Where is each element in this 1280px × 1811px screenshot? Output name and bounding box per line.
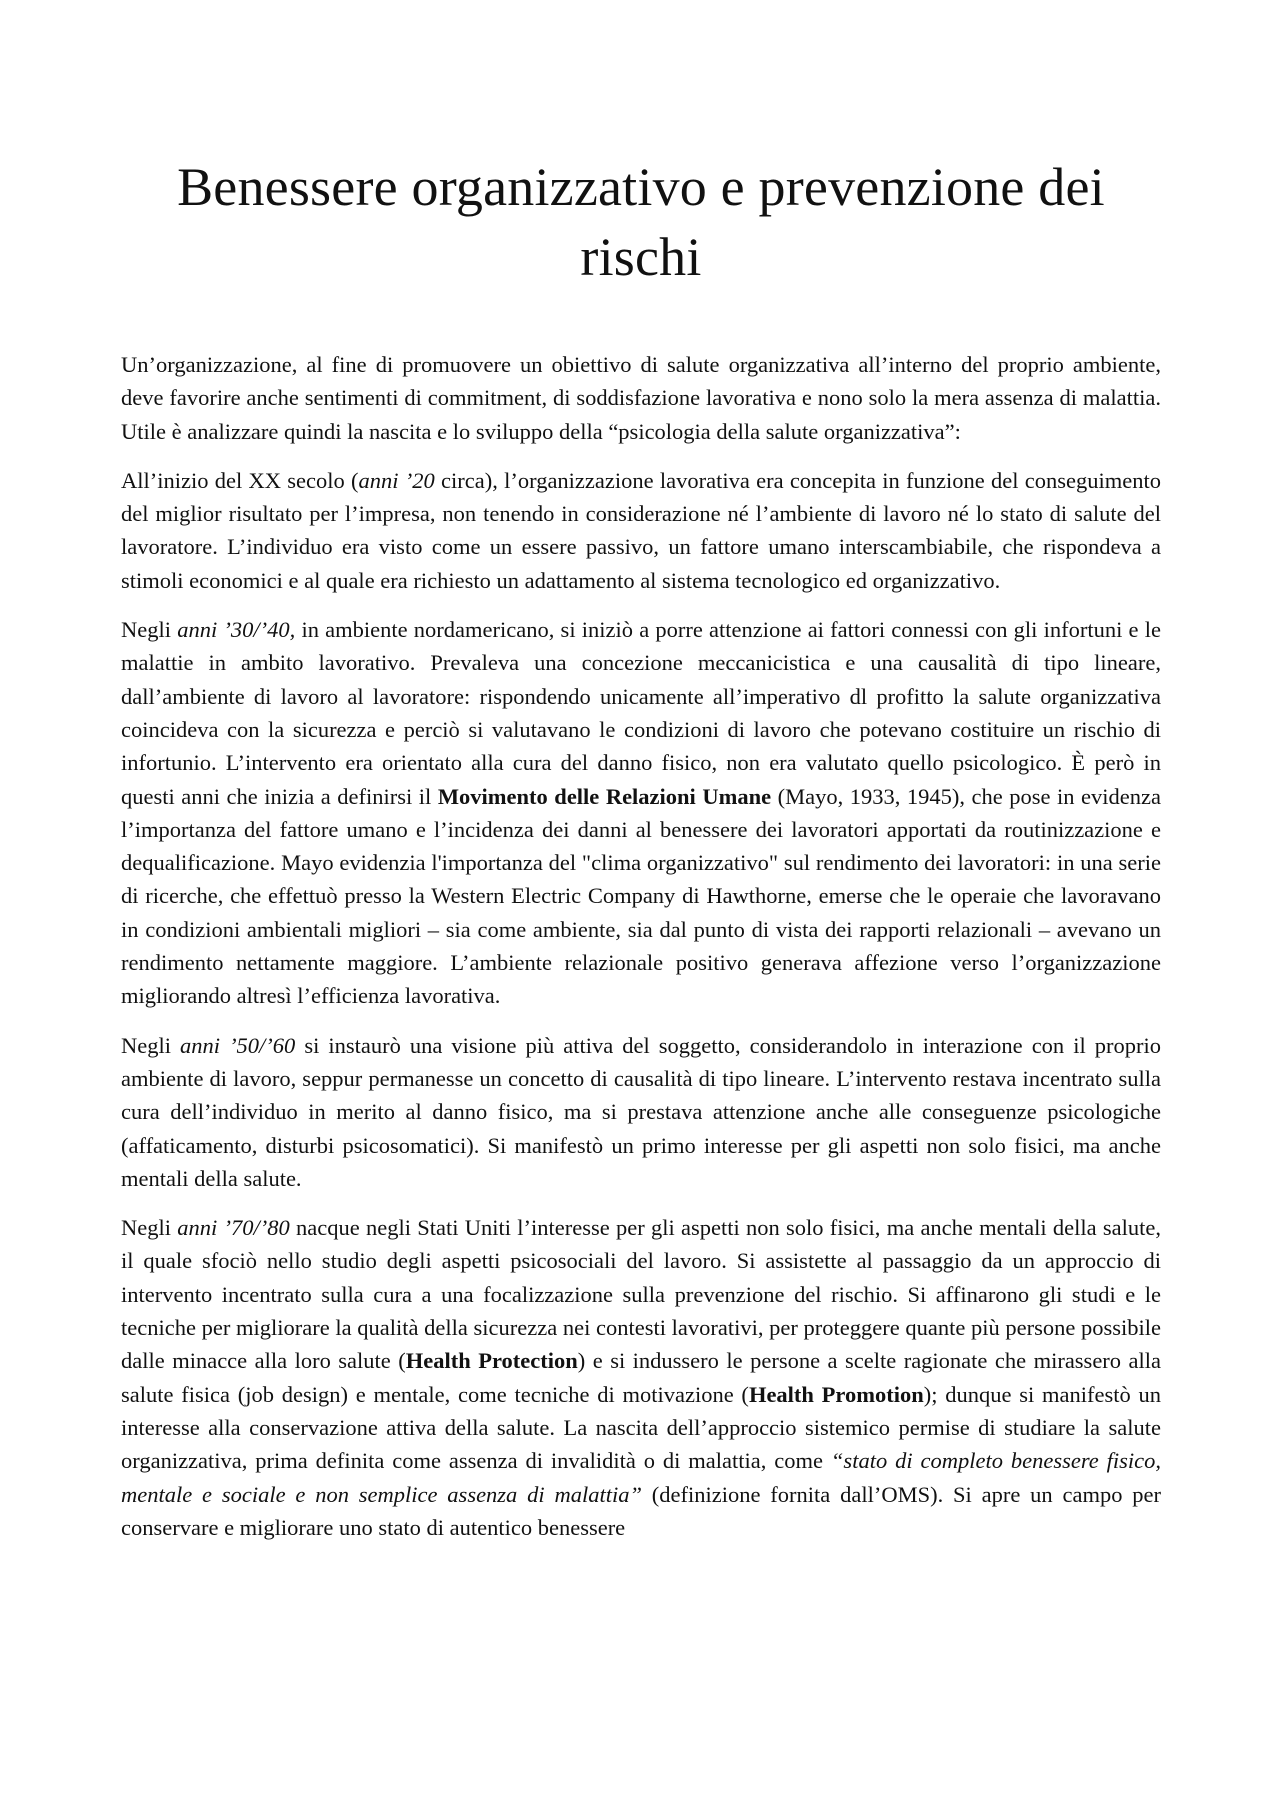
paragraph-anni-70-80 (121, 1211, 1161, 1544)
bold-segment: Movimento delle Relazioni Umane (437, 783, 772, 809)
paragraph-anni-20 (121, 464, 1161, 597)
text-segment: nacque negli Stati Uniti l’interesse per gli aspetti non solo fisici, ma anche mentali della salute, il quale sfociò nello studio degli aspetti psicosociali del lavoro. Si assistette al passaggio da un approccio di intervento incentrato sulla cura a una focalizzazione sulla prevenzione del rischio. Si affinarono gli studi e le tecniche per migliorare la qualità della sicurezza nei contesti lavorativi, per proteggere quante più persone possibile dalle minacce alla loro salute ( (121, 1215, 1161, 1374)
text-segment: in ambiente nordamericano, si iniziò a porre attenzione ai fattori connessi con gli infortuni e le malattie in ambito lavorativo. Prevaleva una concezione meccanicistica e una causalità di tipo lineare, dall’ambiente di lavoro al lavoratore: rispondendo unicamente all’imperativo dl profitto la salute organizzativa coincideva con la sicurezza e perciò si valutavano le condizioni di lavoro che potevano costituire un rischio di infortunio. L’intervento era orientato alla cura del danno fisico, non era valutato quello psicologico. È però in questi anni che inizia a definirsi il (121, 617, 1161, 809)
text-segment: Negli (121, 1215, 178, 1241)
bold-segment: Health Protection (405, 1348, 578, 1374)
bold-segment: Health Promotion (748, 1381, 924, 1407)
paragraph-intro (121, 348, 1161, 448)
text-segment: ) e si indussero le persone a scelte ragionate che mirassero alla salute fisica (job design) e mentale, come tecniche di motivazione ( (121, 1348, 1161, 1407)
text-segment: si instaurò una visione più attiva del soggetto, considerandolo in interazione con il proprio ambiente di lavoro, seppur permanesse un concetto di causalità di tipo lineare. L’intervento restava incentrato sulla cura dell’individuo in merito al danno fisico, ma si prestava attenzione anche alle conseguenze psicologiche (affaticamento, disturbi psicosomatici). Si manifestò un primo interesse per gli aspetti non solo fisici, ma anche mentali della salute. (121, 1032, 1161, 1191)
paragraph-anni-30-40 (121, 613, 1161, 1013)
text-segment: (definizione fornita dall’OMS). Si apre un campo per conservare e migliorare uno stato di autentico benessere (121, 1481, 1161, 1540)
text-segment: ); dunque si manifestò un interesse alla conservazione attiva della salute. La nascita dell’approccio sistemico permise di studiare la salute organizzativa, prima definita come assenza di invalidità o di malattia, come (121, 1381, 1161, 1474)
text-segment: Un’organizzazione, al fine di promuovere un obiettivo di salute organizzativa all’interno del proprio ambiente, deve favorire anche sentimenti di commitment, di soddisfazione lavorativa e nono solo la mera assenza di malattia. Utile è analizzare quindi la nascita e lo sviluppo della “psicologia della salute organizzativa”: (121, 352, 1161, 444)
text-segment: Negli (121, 1032, 181, 1058)
text-segment: Negli (121, 617, 178, 643)
text-segment: All’inizio del XX secolo ( (121, 467, 359, 493)
italic-segment: “stato di completo benessere fisico, mentale e sociale e non semplice assenza di malattia” (121, 1448, 1161, 1507)
text-segment: circa), l’organizzazione lavorativa era concepita in funzione del conseguimento del miglior risultato per l’impresa, non tenendo in considerazione né l’ambiente di lavoro né lo stato di salute del lavoratore. L’individuo era visto come un essere passivo, un fattore umano interscambiabile, che rispondeva a stimoli economici e al quale era richiesto un adattamento al sistema tecnologico ed organizzativo. (121, 467, 1161, 593)
document-page (121, 0, 1161, 1544)
text-segment: (Mayo, 1933, 1945), che pose in evidenza l’importanza del fattore umano e l’incidenza dei danni al benessere dei lavoratori apportati da routinizzazione e dequalificazione. Mayo evidenzia l'importanza del "clima organizzativo" sul rendimento dei lavoratori: in una serie di ricerche, che effettuò presso la Western Electric Company di Hawthorne, emerse che le operaie che lavoravano in condizioni ambientali migliori – sia come ambiente, sia dal punto di vista dei rapporti relazionali – avevano un rendimento nettamente maggiore. L’ambiente relazionale positivo generava affezione verso l’organizzazione migliorando altresì l’efficienza lavorativa. (121, 783, 1161, 1009)
page-title: Benessere organizzativo e prevenzione dei rischi (177, 157, 1105, 287)
italic-segment: anni ’70/’80 (177, 1215, 290, 1241)
italic-segment: anni ’20 (358, 467, 435, 493)
italic-segment: anni ’30/’40, (177, 617, 296, 643)
italic-segment: anni ’50/’60 (180, 1032, 296, 1058)
paragraph-anni-50-60 (121, 1029, 1161, 1195)
